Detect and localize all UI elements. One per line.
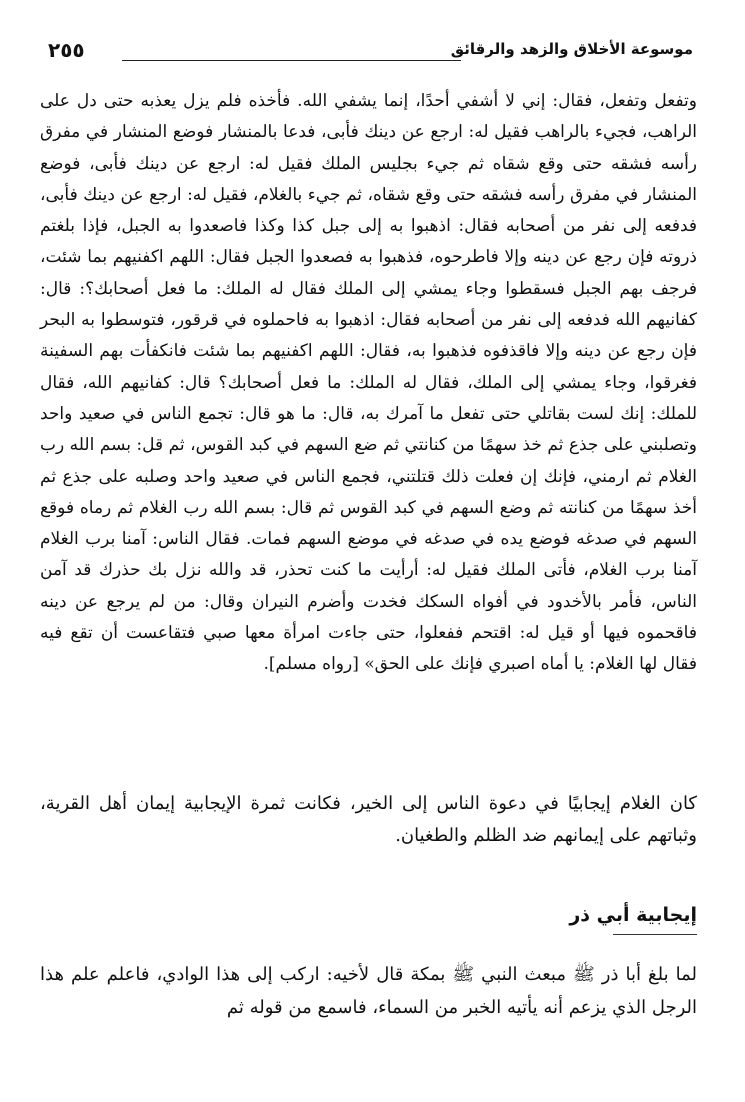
commentary-text: كان الغلام إيجابيًا في دعوة الناس إلى الخير، فكانت ثمرة الإيجابية إيمان أهل القرية، وثباتهم على إيمانهم ضد الظلم والطغيان.: [40, 793, 697, 846]
hadith-block: [40, 86, 697, 681]
hadith-text: وتفعل وتفعل، فقال: إني لا أشفي أحدًا، إنما يشفي الله. فأخذه فلم يزل يعذبه حتى دل على الراهب، فجيء بالراهب فقيل له: ارجع عن دينك فأبى، فدعا بالمنشار فوضع المنشار في مفرق رأسه فشقه حتى وقع شقاه ثم جيء بجليس الملك فقيل له: ارجع عن دينك فأبى، فوضع المنشار في مفرق رأسه فشقه حتى وقع شقاه، ثم جيء بالغلام، فقيل له: ارجع عن دينك فأبى، فدفعه إلى نفر من أصحابه فقال: اذهبوا به إلى جبل كذا وكذا فاصعدوا به الجبل، فإذا بلغتم ذروته فإن رجع عن دينه وإلا فاطرحوه، فذهبوا به فصعدوا الجبل فقال: اللهم اكفنيهم بما شئت، فرجف بهم الجبل فسقطوا وجاء يمشي إلى الملك فقال له الملك: ما فعل أصحابك؟: قال: كفانيهم الله فدفعه إلى نفر من أصحابه فقال: اذهبوا به فاحملوه في قرقور، فتوسطوا به البحر فإن رجع عن دينه وإلا فاقذفوه فذهبوا به، فقال: اللهم اكفنيهم بما شئت فانكفأت بهم السفينة فغرقوا، وجاء يمشي إلى الملك، فقال له الملك: ما فعل أصحابك؟ قال: كفانيهم الله، فقال للملك: إنك لست بقاتلي حتى تفعل ما آمرك به، قال: ما هو قال: تجمع الناس في صعيد واحد وتصلبني على جذع ثم خذ سهمًا من كنانتي ثم ضع السهم في كبد القوس، ثم قل: بسم الله رب الغلام ثم ارمني، فإنك إن فعلت ذلك قتلتني، فجمع الناس في صعيد واحد وصلبه على جذع ثم أخذ سهمًا من كنانته ثم وضع السهم في كبد القوس ثم قال: بسم الله رب الغلام ثم رماه فوقع السهم في صدغه فوضع يده في صدغه في موضع السهم فمات. فقال الناس: آمنا برب الغلام آمنا برب الغلام، فأتى الملك فقيل له: أرأيت ما كنت تحذر، قد والله نزل بك حذرك قد آمن الناس، فأمر بالأخدود في أفواه السكك فخدت وأضرم النيران وقال: من لم يرجع عن دينه فاقحموه فيها أو قيل له: اقتحم ففعلوا، حتى جاءت امرأة معها صبي فتقاعست أن تقع فيه فقال لها الغلام: يا أماه اصبري فإنك على الحق» [رواه مسلم].: [40, 91, 697, 675]
commentary-block: [40, 788, 697, 852]
section-heading: إيجابية أبي ذر: [569, 904, 697, 926]
section-text: لما بلغ أبا ذر ﷺ مبعث النبي ﷺ بمكة قال لأخيه: اركب إلى هذا الوادي، فاعلم علم هذا الرجل الذي يزعم أنه يأتيه الخبر من السماء، فاسمع من قوله ثم: [40, 964, 697, 1018]
section-heading-underline: [613, 934, 697, 935]
section-body: [40, 958, 697, 1024]
page-number: ٢٥٥: [48, 38, 85, 62]
book-title: موسوعة الأخلاق والزهد والرقائق: [450, 40, 693, 58]
page-header: [48, 38, 693, 68]
header-divider: [122, 60, 461, 61]
